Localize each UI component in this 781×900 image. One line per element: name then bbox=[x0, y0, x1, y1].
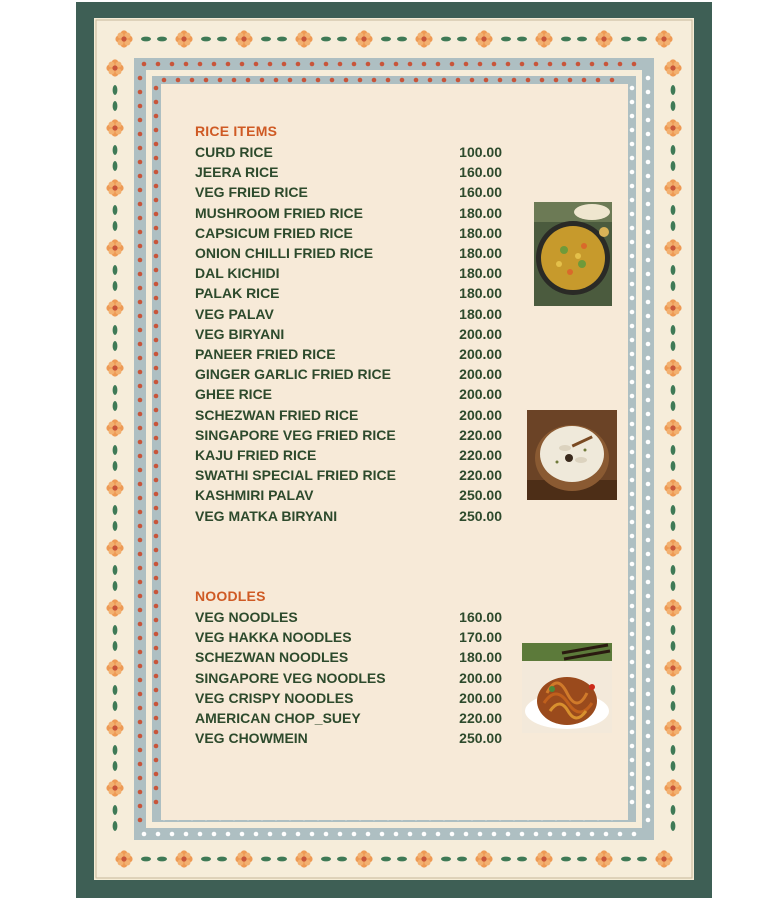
menu-item-name: SINGAPORE VEG NOODLES bbox=[195, 669, 386, 686]
menu-item-price: 250.00 bbox=[459, 487, 502, 504]
menu-item-price: 180.00 bbox=[459, 305, 502, 322]
menu-item-price: 220.00 bbox=[459, 426, 502, 443]
menu-item-price: 180.00 bbox=[459, 265, 502, 282]
menu-item-name: VEG BIRYANI bbox=[195, 325, 285, 342]
menu-item-name: SCHEZWAN NOODLES bbox=[195, 649, 349, 666]
menu-item-name: JEERA RICE bbox=[195, 164, 279, 181]
menu-item-price: 200.00 bbox=[459, 346, 502, 362]
fried-rice-pan-image bbox=[534, 202, 612, 306]
menu-item-price: 100.00 bbox=[459, 144, 502, 160]
menu-item-price: 220.00 bbox=[459, 710, 502, 726]
menu-item-price: 180.00 bbox=[459, 245, 502, 261]
menu-item-name: PALAK RICE bbox=[195, 285, 280, 302]
menu-item-name: GHEE RICE bbox=[195, 386, 273, 403]
section-title: RICE ITEMS bbox=[195, 123, 278, 139]
menu-item-name: CAPSICUM FRIED RICE bbox=[195, 224, 353, 241]
menu-item-price: 170.00 bbox=[459, 629, 502, 646]
menu-item-price: 200.00 bbox=[459, 366, 502, 383]
menu-item-price: 200.00 bbox=[459, 325, 502, 342]
menu-item-price: 200.00 bbox=[459, 669, 502, 686]
menu-item-price: 180.00 bbox=[459, 224, 502, 241]
menu-item-price: 180.00 bbox=[459, 204, 502, 221]
menu-item-name: GINGER GARLIC FRIED RICE bbox=[195, 366, 392, 383]
menu-item-name: PANEER FRIED RICE bbox=[195, 346, 336, 362]
menu-item-name: KAJU FRIED RICE bbox=[195, 447, 317, 463]
menu-item-price: 160.00 bbox=[459, 184, 502, 201]
menu-item-price: 220.00 bbox=[459, 447, 502, 463]
menu-item-name: VEG NOODLES bbox=[195, 609, 298, 625]
menu-item-name: VEG FRIED RICE bbox=[195, 184, 308, 201]
menu-item-price: 250.00 bbox=[459, 730, 502, 747]
menu-item-price: 220.00 bbox=[459, 467, 502, 484]
menu-item-name: SINGAPORE VEG FRIED RICE bbox=[195, 426, 396, 443]
menu-item-price: 180.00 bbox=[459, 285, 502, 302]
menu-item-name: KASHMIRI PALAV bbox=[195, 487, 314, 504]
section-title: NOODLES bbox=[195, 588, 266, 604]
menu-item-name: AMERICAN CHOP_SUEY bbox=[195, 710, 361, 726]
menu-item-name: MUSHROOM FRIED RICE bbox=[195, 204, 363, 221]
menu-item-price: 200.00 bbox=[459, 406, 502, 423]
menu-item-name: SCHEZWAN FRIED RICE bbox=[195, 406, 359, 423]
noodles-plate-image bbox=[522, 643, 612, 733]
menu-item-price: 200.00 bbox=[459, 689, 502, 706]
jeera-rice-bowl-image bbox=[527, 410, 617, 500]
menu-item-name: ONION CHILLI FRIED RICE bbox=[195, 245, 374, 261]
menu-item-price: 180.00 bbox=[459, 649, 502, 666]
menu-item-price: 250.00 bbox=[459, 507, 502, 524]
menu-item-name: SWATHI SPECIAL FRIED RICE bbox=[195, 467, 396, 484]
menu-item-name: VEG MATKA BIRYANI bbox=[195, 507, 338, 524]
menu-item-price: 200.00 bbox=[459, 386, 502, 403]
menu-item-price: 160.00 bbox=[459, 164, 502, 181]
menu-item-name: VEG CHOWMEIN bbox=[195, 730, 308, 747]
menu-item-name: DAL KICHIDI bbox=[195, 265, 280, 282]
menu-item-name: VEG PALAV bbox=[195, 305, 274, 322]
menu-item-name: VEG HAKKA NOODLES bbox=[195, 629, 352, 646]
menu-item-name: VEG CRISPY NOODLES bbox=[195, 689, 354, 706]
menu-item-name: CURD RICE bbox=[195, 144, 273, 160]
menu-item-price: 160.00 bbox=[459, 609, 502, 625]
